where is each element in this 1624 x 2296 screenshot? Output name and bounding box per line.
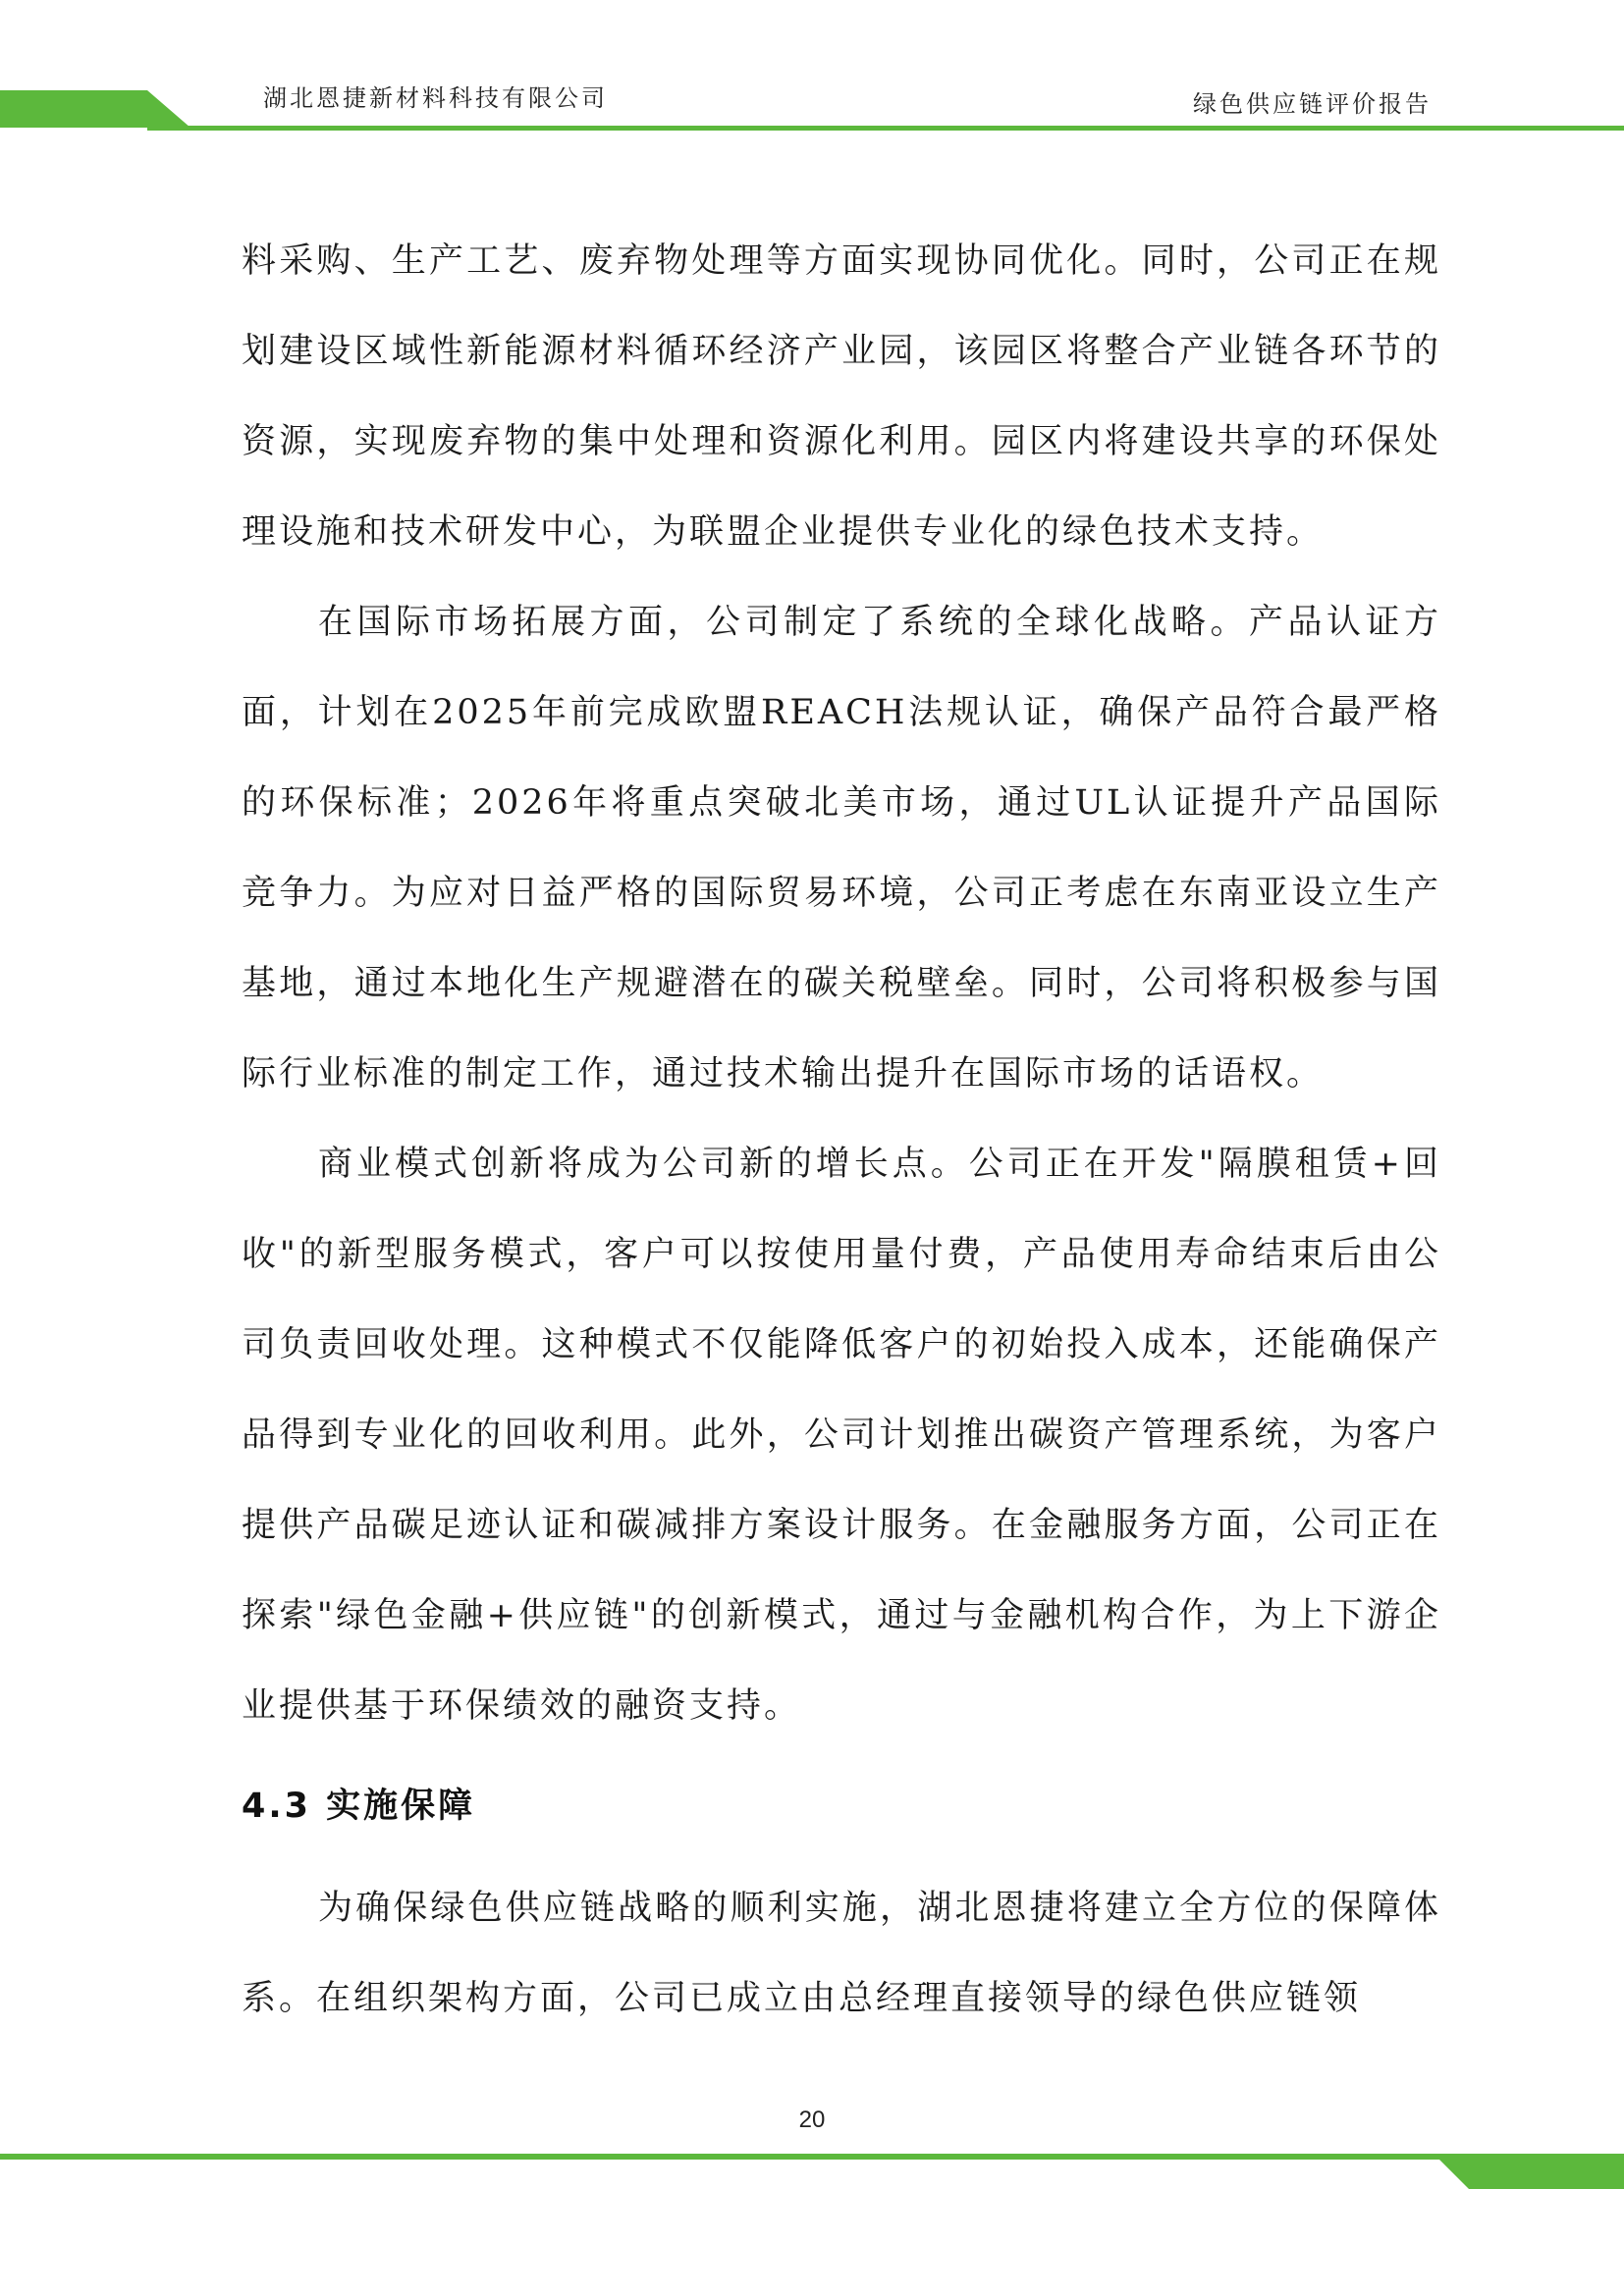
header-green-rule (147, 126, 1624, 131)
section-paragraph: 为确保绿色供应链战略的顺利实施，湖北恩捷将建立全方位的保障体系。在组织架构方面，公司已成立由总经理直接领导的绿色供应链领 (242, 1889, 1441, 2018)
header-company-name: 湖北恩捷新材料科技有限公司 (263, 84, 608, 112)
section-heading: 4.3 实施保障 (242, 1787, 476, 1826)
footer-green-band (0, 2140, 1624, 2195)
header-report-title: 绿色供应链评价报告 (1193, 90, 1432, 118)
page-body (242, 216, 1441, 2044)
header-green-band (0, 90, 1624, 135)
paragraph-1: 料采购、生产工艺、废弃物处理等方面实现协同优化。同时，公司正在规划建设区域性新能源材料循环经济产业园，该园区将整合产业链各环节的资源，实现废弃物的集中处理和资源化利用。园区内将建设共享的环保处理设施和技术研发中心，为联盟企业提供专业化的绿色技术支持。 (242, 241, 1441, 552)
footer-green-rule (0, 2154, 1453, 2160)
header-green-tab (0, 90, 190, 128)
paragraph-3: 商业模式创新将成为公司新的增长点。公司正在开发"隔膜租赁+回收"的新型服务模式，客户可以按使用量付费，产品使用寿命结束后由公司负责回收处理。这种模式不仅能降低客户的初始投入成本，还能确保产品得到专业化的回收利用。此外，公司计划推出碳资产管理系统，为客户提供产品碳足迹认证和碳减排方案设计服务。在金融服务方面，公司正在探索"绿色金融+供应链"的创新模式，通过与金融机构合作，为上下游企业提供基于环保绩效的融资支持。 (242, 1145, 1441, 1726)
paragraph-2: 在国际市场拓展方面，公司制定了系统的全球化战略。产品认证方面，计划在2025年前完成欧盟REACH法规认证，确保产品符合最严格的环保标准；2026年将重点突破北美市场，通过UL认证提升产品国际竞争力。为应对日益严格的国际贸易环境，公司正考虑在东南亚设立生产基地，通过本地化生产规避潜在的碳关税壁垒。同时，公司将积极参与国际行业标准的制定工作，通过技术输出提升在国际市场的话语权。 (242, 603, 1441, 1094)
page-number: 20 (798, 2107, 826, 2133)
footer-green-tab (1434, 2154, 1624, 2189)
